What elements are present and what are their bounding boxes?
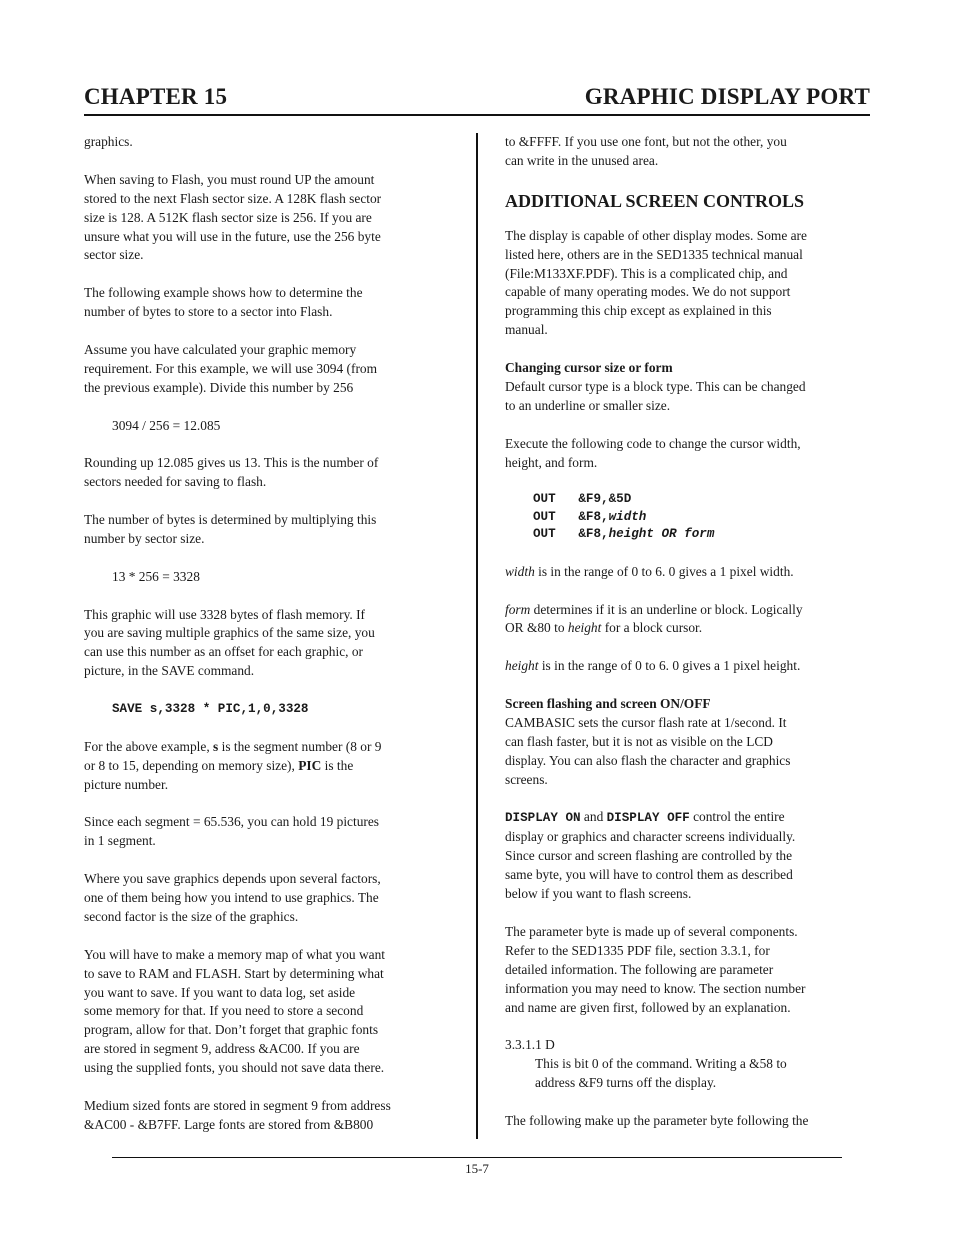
text: control the entire display or graphics and character screens individually. Since cursor and screen flashing are controlled by the same byte, you will have to control them as described below if you want to flash screens. — [505, 809, 796, 902]
code-term: DISPLAY OFF — [606, 811, 690, 826]
subsection-heading: Screen flashing and screen ON/OFF — [505, 696, 711, 712]
text: For the above example, — [84, 738, 214, 754]
code-line: OUT &F9,&5D — [533, 492, 632, 507]
text: for a block cursor. — [601, 620, 703, 636]
paragraph: Since each segment = 65.536, you can hold 19 pictures in 1 segment. — [84, 814, 380, 849]
bold-term: PIC — [298, 757, 322, 773]
left-column — [84, 133, 452, 1154]
subsection-heading: Changing cursor size or form — [505, 360, 673, 376]
paragraph: Rounding up 12.085 gives us 13. This is the number of sectors needed for saving to flash. — [84, 455, 379, 490]
italic-term: height — [567, 620, 602, 636]
paragraph: You will have to make a memory map of what you want to save to RAM and FLASH. Start by determining what you want to save. If you want to data log, set aside some memory for that. If you need to store a second program, allow for that. Don’t forget that graphic fonts are stored in segment 9, address &AC00. If you are using the supplied fonts, you should not save data there. — [84, 946, 385, 1076]
paragraph — [505, 808, 873, 904]
calculation: 13 * 256 = 3328 — [112, 568, 200, 584]
page-number: 15-7 — [465, 1161, 489, 1176]
section-heading: ADDITIONAL SCREEN CONTROLS — [505, 190, 805, 211]
code-example: SAVE s,3328 * PIC,1,0,3328 — [112, 702, 309, 717]
right-column — [505, 133, 873, 1150]
italic-term: height — [505, 658, 539, 674]
paragraph: Execute the following code to change the cursor width, height, and form. — [505, 435, 801, 470]
text: is in the range of 0 to 6. 0 gives a 1 pixel height. — [538, 658, 801, 674]
code-param: height OR form — [608, 527, 715, 542]
code-term: DISPLAY ON — [505, 811, 581, 826]
code-text: OUT &F8, — [533, 509, 609, 524]
section-number: 3.3.1.1 D — [505, 1037, 555, 1053]
paragraph: The number of bytes is determined by multiplying this number by sector size. — [84, 512, 377, 546]
paragraph — [505, 563, 873, 582]
column-divider — [476, 133, 478, 1139]
text: is in the range of 0 to 6. 0 gives a 1 pixel width. — [534, 563, 794, 579]
text: is the picture number. — [84, 757, 354, 792]
paragraph: Where you save graphics depends upon several factors, one of them being how you intend to use graphics. The second factor is the size of the graphics. — [84, 871, 381, 924]
code-line — [533, 526, 873, 544]
paragraph: graphics. — [84, 134, 133, 149]
text: is the segment number (8 or 9 or 8 to 15, depending on memory size), — [84, 738, 382, 773]
paragraph: When saving to Flash, you must round UP the amount stored to the next Flash sector size. A 128K flash sector size is 128. A 512K flash sector size is 256. If you are unsure what you will use in the future, use the 256 byte sector size. — [84, 171, 382, 263]
paragraph: Default cursor type is a block type. This can be changed to an underline or smaller size. — [505, 378, 806, 413]
paragraph: This graphic will use 3328 bytes of flash memory. If you are saving multiple graphics of the same size, you can use this number as an offset for each graphic, or picture, in the SAVE command. — [84, 606, 375, 679]
paragraph: This is bit 0 of the command. Writing a &58 to address &F9 turns off the display. — [535, 1056, 787, 1091]
code-text: OUT &F8, — [533, 527, 609, 542]
text: determines if it is an underline or block. Logically OR &80 to — [505, 601, 803, 636]
chapter-title: GRAPHIC DISPLAY PORT — [584, 84, 870, 109]
bold-term: s — [213, 738, 219, 754]
paragraph: The following make up the parameter byte following the — [505, 1112, 809, 1128]
paragraph: The display is capable of other display modes. Some are listed here, others are in the SED1335 technical manual (File:M133XF.PDF). This is a complicated chip, and capable of many operating modes. We do not support programming this chip except as explained in this manual. — [505, 227, 807, 338]
italic-term: width — [505, 563, 535, 579]
code-line — [533, 509, 873, 527]
paragraph: to &FFFF. If you use one font, but not the other, you can write in the unused area. — [505, 134, 787, 168]
code-param: width — [608, 509, 647, 524]
paragraph: Assume you have calculated your graphic memory requirement. For this example, we will use 3094 (from the previous example). Divide this number by 256 — [84, 341, 378, 395]
page-header — [84, 84, 870, 116]
chapter-label: CHAPTER 15 — [84, 84, 228, 109]
paragraph: CAMBASIC sets the cursor flash rate at 1/second. It can flash faster, but it is not as visible on the LCD display. You can also flash the character and graphics screens. — [505, 714, 791, 787]
code-block — [505, 491, 873, 544]
footer-rule — [112, 1157, 842, 1158]
paragraph: Medium sized fonts are stored in segment 9 from address &AC00 - &B7FF. Large fonts are stored from &B800 — [84, 1098, 391, 1132]
calculation: 3094 / 256 = 12.085 — [112, 417, 221, 433]
paragraph — [505, 601, 873, 639]
paragraph — [505, 657, 873, 676]
paragraph — [84, 738, 452, 795]
italic-term: form — [505, 601, 531, 617]
paragraph: The parameter byte is made up of several components. Refer to the SED1335 PDF file, section 3.3.1, for detailed information. The following are parameter information you may need to know. The section number and name are given first, followed by an explanation. — [505, 923, 806, 1015]
text: and — [580, 809, 607, 825]
paragraph: The following example shows how to determine the number of bytes to store to a sector into Flash. — [84, 285, 363, 320]
